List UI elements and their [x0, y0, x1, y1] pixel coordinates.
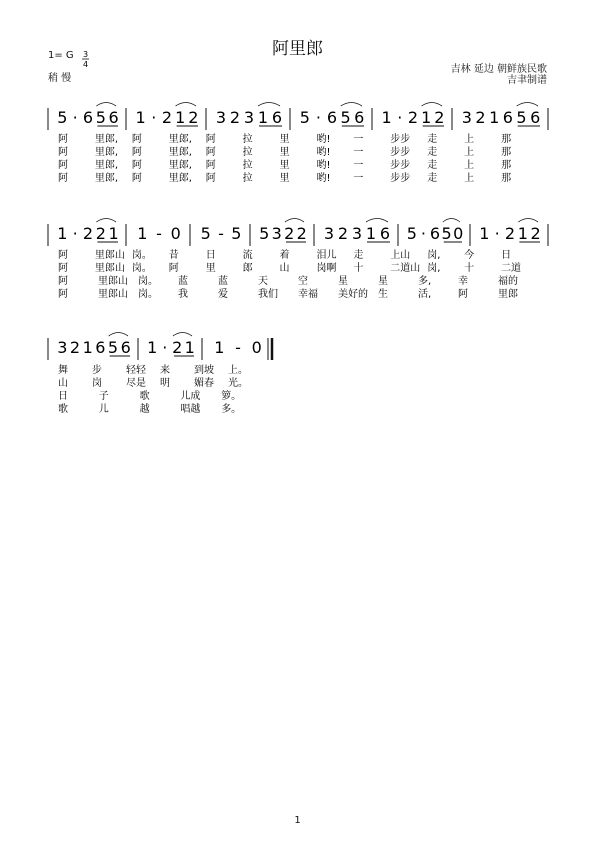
lyric-word: 阿: [58, 147, 68, 158]
lyric-word: 一: [353, 147, 364, 158]
lyric-word: 今: [464, 250, 475, 261]
slur-arc: [258, 103, 280, 107]
note: 0: [170, 224, 181, 243]
lyric-word: 美好的: [338, 289, 368, 300]
lyric-word: 媚春: [194, 378, 214, 389]
lyric-word: 阿: [205, 173, 216, 184]
lyric-word: 来: [160, 365, 170, 376]
slur-arc: [443, 219, 460, 223]
lyric-word: 阿: [205, 134, 216, 145]
lyric-word: 越: [139, 404, 150, 415]
lyric-word: 天: [258, 276, 268, 287]
note: 3: [461, 108, 472, 127]
lyric-word: 阿: [205, 147, 216, 158]
note: 2: [229, 108, 241, 127]
lyric-word: 阿: [131, 173, 142, 184]
note: 5: [107, 338, 119, 357]
song-source: 吉林 延边 朝鲜族民歌: [450, 64, 547, 75]
lyric-word: 十: [353, 263, 364, 274]
key-label: 1= G: [48, 50, 74, 61]
slur-arc: [176, 103, 196, 107]
slur-arc: [173, 333, 192, 337]
lyric-word: 舞: [58, 365, 68, 376]
note: 5: [299, 108, 310, 127]
lyric-word: 哟!: [316, 160, 331, 171]
lyric-word: 阿: [58, 160, 68, 171]
lyric-word: 上。: [228, 365, 248, 376]
note: 1: [137, 224, 148, 243]
lyric-word: 郎: [242, 263, 253, 274]
note: 6: [108, 108, 119, 127]
lyric-word: 走: [427, 147, 438, 158]
tempo-marking: 稍 慢: [48, 73, 72, 84]
note: 2: [172, 338, 183, 357]
lyric-word: 多。: [221, 404, 242, 415]
lyric-word: 上: [464, 173, 475, 184]
note: 6: [429, 224, 441, 243]
lyric-word: 里郎,: [94, 160, 119, 171]
lyric-word: 我们: [258, 289, 278, 300]
note: 2: [530, 224, 541, 243]
note: 5: [95, 108, 106, 127]
note: -: [156, 224, 162, 243]
lyric-word: 日: [205, 250, 216, 261]
lyric-word: 上: [464, 134, 475, 145]
lyric-word: 上: [464, 147, 475, 158]
lyric-word: 上: [464, 160, 475, 171]
slur-arc: [96, 219, 116, 223]
lyric-word: 阿: [58, 289, 68, 300]
note: 2: [188, 108, 199, 127]
note: 6: [271, 108, 283, 127]
note: 6: [95, 338, 106, 357]
lyric-word: 日: [501, 250, 512, 261]
slur-arc: [422, 103, 442, 107]
note: 1: [257, 108, 269, 127]
slur-arc: [285, 219, 304, 223]
lyric-word: 岗: [92, 378, 102, 389]
note: ·: [397, 108, 403, 127]
note: 2: [337, 224, 349, 243]
lyric-word: 二道: [501, 263, 522, 274]
lyric-word: 活,: [418, 289, 432, 300]
lyric-word: 岗。: [138, 289, 158, 300]
lyric-word: 蓝: [178, 276, 188, 287]
note: 1: [82, 338, 93, 357]
lyric-word: 多,: [418, 276, 432, 287]
lyric-word: 空: [298, 276, 308, 287]
note: 5: [57, 108, 68, 127]
note: 6: [120, 338, 131, 357]
note: 6: [502, 108, 513, 127]
lyric-word: 山: [58, 378, 68, 389]
page-number: 1: [294, 815, 301, 826]
lyric-word: 幸: [458, 276, 468, 287]
slur-arc: [517, 103, 538, 107]
lyric-word: 阿: [58, 173, 68, 184]
lyric-word: 唱越: [180, 404, 201, 415]
note: 1: [135, 108, 146, 127]
note: 3: [323, 224, 335, 243]
note: 0: [453, 224, 464, 243]
lyric-word: 轻轻: [126, 365, 146, 376]
note: 5: [340, 108, 351, 127]
lyric-word: 里郎山: [98, 276, 128, 287]
note: 2: [69, 338, 81, 357]
lyric-word: 哟!: [316, 173, 331, 184]
note: 6: [379, 224, 391, 243]
note: 3: [57, 338, 68, 357]
note: ·: [494, 224, 500, 243]
time-signature-top: 3: [83, 50, 89, 59]
lyric-word: 阿: [458, 289, 468, 300]
note: 6: [354, 108, 365, 127]
lyric-word: 岗。: [131, 263, 152, 274]
note: 6: [530, 108, 541, 127]
lyric-word: 泪儿: [316, 250, 337, 261]
lyric-word: 里郎: [498, 289, 518, 300]
lyric-word: 拉: [242, 173, 253, 184]
lyric-word: 我: [178, 289, 188, 300]
lyric-word: 步: [92, 365, 102, 376]
arranger-credit: 吉聿制谱: [507, 75, 547, 86]
lyric-word: 星: [338, 276, 348, 287]
lyric-word: 阿: [168, 263, 179, 274]
note: 0: [251, 338, 262, 357]
note: 2: [475, 108, 486, 127]
lyric-word: 岗,: [427, 250, 441, 261]
lyric-word: 阿: [131, 160, 142, 171]
lyric-word: 光。: [228, 378, 248, 389]
lyric-word: 阿: [58, 263, 68, 274]
lyric-word: 那: [501, 160, 512, 171]
lyric-word: 阿: [205, 160, 216, 171]
lyric-word: 里郎,: [94, 134, 119, 145]
note: 2: [504, 224, 516, 243]
note: 5: [259, 224, 270, 243]
note: 1: [108, 224, 119, 243]
lyric-word: 尽是: [126, 378, 146, 389]
lyric-word: 上山: [390, 250, 411, 261]
lyric-word: 生: [378, 289, 388, 300]
note: 3: [351, 224, 363, 243]
note: 2: [434, 108, 445, 127]
note: ·: [151, 108, 157, 127]
note: 1: [479, 224, 490, 243]
note: 5: [231, 224, 242, 243]
lyric-word: 福的: [498, 276, 518, 287]
note: 3: [243, 108, 255, 127]
note: 3: [271, 224, 282, 243]
note: -: [218, 224, 224, 243]
lyric-word: 二道山: [390, 263, 421, 274]
lyric-word: 里郎,: [94, 173, 119, 184]
lyric-word: 歌: [58, 404, 68, 415]
time-signature-bottom: 4: [83, 60, 89, 69]
lyric-word: 步步: [390, 147, 411, 158]
lyric-word: 里郎山: [94, 250, 125, 261]
note: 2: [95, 224, 106, 243]
note: 1: [421, 108, 432, 127]
lyric-word: 箩。: [221, 391, 242, 402]
lyric-word: 阿: [131, 147, 142, 158]
note: 6: [326, 108, 338, 127]
slur-arc: [341, 103, 362, 107]
lyric-word: 阿: [131, 134, 142, 145]
note: ·: [420, 224, 426, 243]
lyric-word: 十: [464, 263, 475, 274]
lyric-word: 星: [378, 276, 388, 287]
slur-arc: [518, 219, 538, 223]
note: 1: [184, 338, 195, 357]
note: ·: [162, 338, 168, 357]
lyric-word: 里郎,: [168, 160, 192, 171]
lyric-word: 阿: [58, 250, 68, 261]
lyric-word: 蓝: [218, 276, 228, 287]
lyric-word: 里: [279, 134, 290, 145]
note: 1: [381, 108, 392, 127]
lyric-word: 走: [427, 173, 438, 184]
lyric-word: 岗。: [131, 250, 152, 261]
note: 2: [296, 224, 307, 243]
lyric-word: 里: [279, 173, 290, 184]
lyric-word: 里郎,: [94, 147, 119, 158]
slur-arc: [109, 333, 128, 337]
note: 6: [82, 108, 94, 127]
lyric-word: 里郎山: [98, 289, 128, 300]
note: 1: [147, 338, 158, 357]
lyric-word: 里: [279, 160, 290, 171]
lyric-word: 日: [58, 391, 68, 402]
note: 3: [215, 108, 227, 127]
lyric-word: 步步: [390, 134, 411, 145]
note: 1: [365, 224, 377, 243]
note: 1: [489, 108, 500, 127]
lyric-word: 明: [160, 378, 170, 389]
note: 5: [200, 224, 211, 243]
note: ·: [72, 224, 78, 243]
lyric-word: 着: [279, 250, 290, 261]
lyric-word: 爱: [218, 289, 228, 300]
note: ·: [315, 108, 321, 127]
lyric-word: 山: [279, 263, 290, 274]
lyric-word: 岗啊: [316, 263, 337, 274]
note: ·: [72, 108, 78, 127]
note: -: [235, 338, 241, 357]
lyric-word: 儿: [98, 404, 109, 415]
slur-arc: [96, 103, 116, 107]
lyric-word: 一: [353, 173, 364, 184]
note: 2: [161, 108, 173, 127]
lyric-word: 拉: [242, 147, 253, 158]
lyric-word: 那: [501, 173, 512, 184]
lyric-word: 里: [279, 147, 290, 158]
lyric-word: 哟!: [316, 147, 331, 158]
lyric-word: 里郎山: [94, 263, 125, 274]
note: 1: [517, 224, 528, 243]
lyric-word: 阿: [58, 276, 68, 287]
lyric-word: 拉: [242, 160, 253, 171]
lyric-word: 哟!: [316, 134, 331, 145]
lyric-word: 步步: [390, 160, 411, 171]
note: 2: [284, 224, 295, 243]
lyric-word: 岗。: [138, 276, 158, 287]
lyric-word: 那: [501, 147, 512, 158]
lyric-word: 走: [427, 160, 438, 171]
note: 1: [57, 224, 68, 243]
slur-arc: [366, 219, 388, 223]
note: 2: [82, 224, 94, 243]
lyric-word: 步步: [390, 173, 411, 184]
note: 1: [214, 338, 225, 357]
lyric-word: 走: [353, 250, 364, 261]
lyric-word: 幸福: [298, 289, 318, 300]
lyric-word: 儿成: [180, 391, 201, 402]
lyric-word: 一: [353, 160, 364, 171]
lyric-word: 走: [427, 134, 438, 145]
note: 5: [441, 224, 452, 243]
lyric-word: 到坡: [194, 365, 214, 376]
lyric-word: 里郎,: [168, 173, 192, 184]
lyric-word: 阿: [58, 134, 68, 145]
lyric-word: 流: [242, 250, 253, 261]
lyric-word: 那: [501, 134, 512, 145]
note: 5: [516, 108, 527, 127]
lyric-word: 里: [205, 263, 216, 274]
lyric-word: 一: [353, 134, 364, 145]
lyric-word: 歌: [139, 391, 150, 402]
lyric-word: 拉: [242, 134, 253, 145]
note: 5: [406, 224, 417, 243]
lyric-word: 里郎,: [168, 147, 192, 158]
note: 1: [175, 108, 186, 127]
lyric-word: 子: [98, 391, 109, 402]
page-title: 阿里郎: [272, 39, 323, 59]
lyric-word: 昔: [168, 250, 179, 261]
lyric-word: 里郎,: [168, 134, 192, 145]
lyric-word: 岗,: [427, 263, 441, 274]
note: 2: [407, 108, 419, 127]
